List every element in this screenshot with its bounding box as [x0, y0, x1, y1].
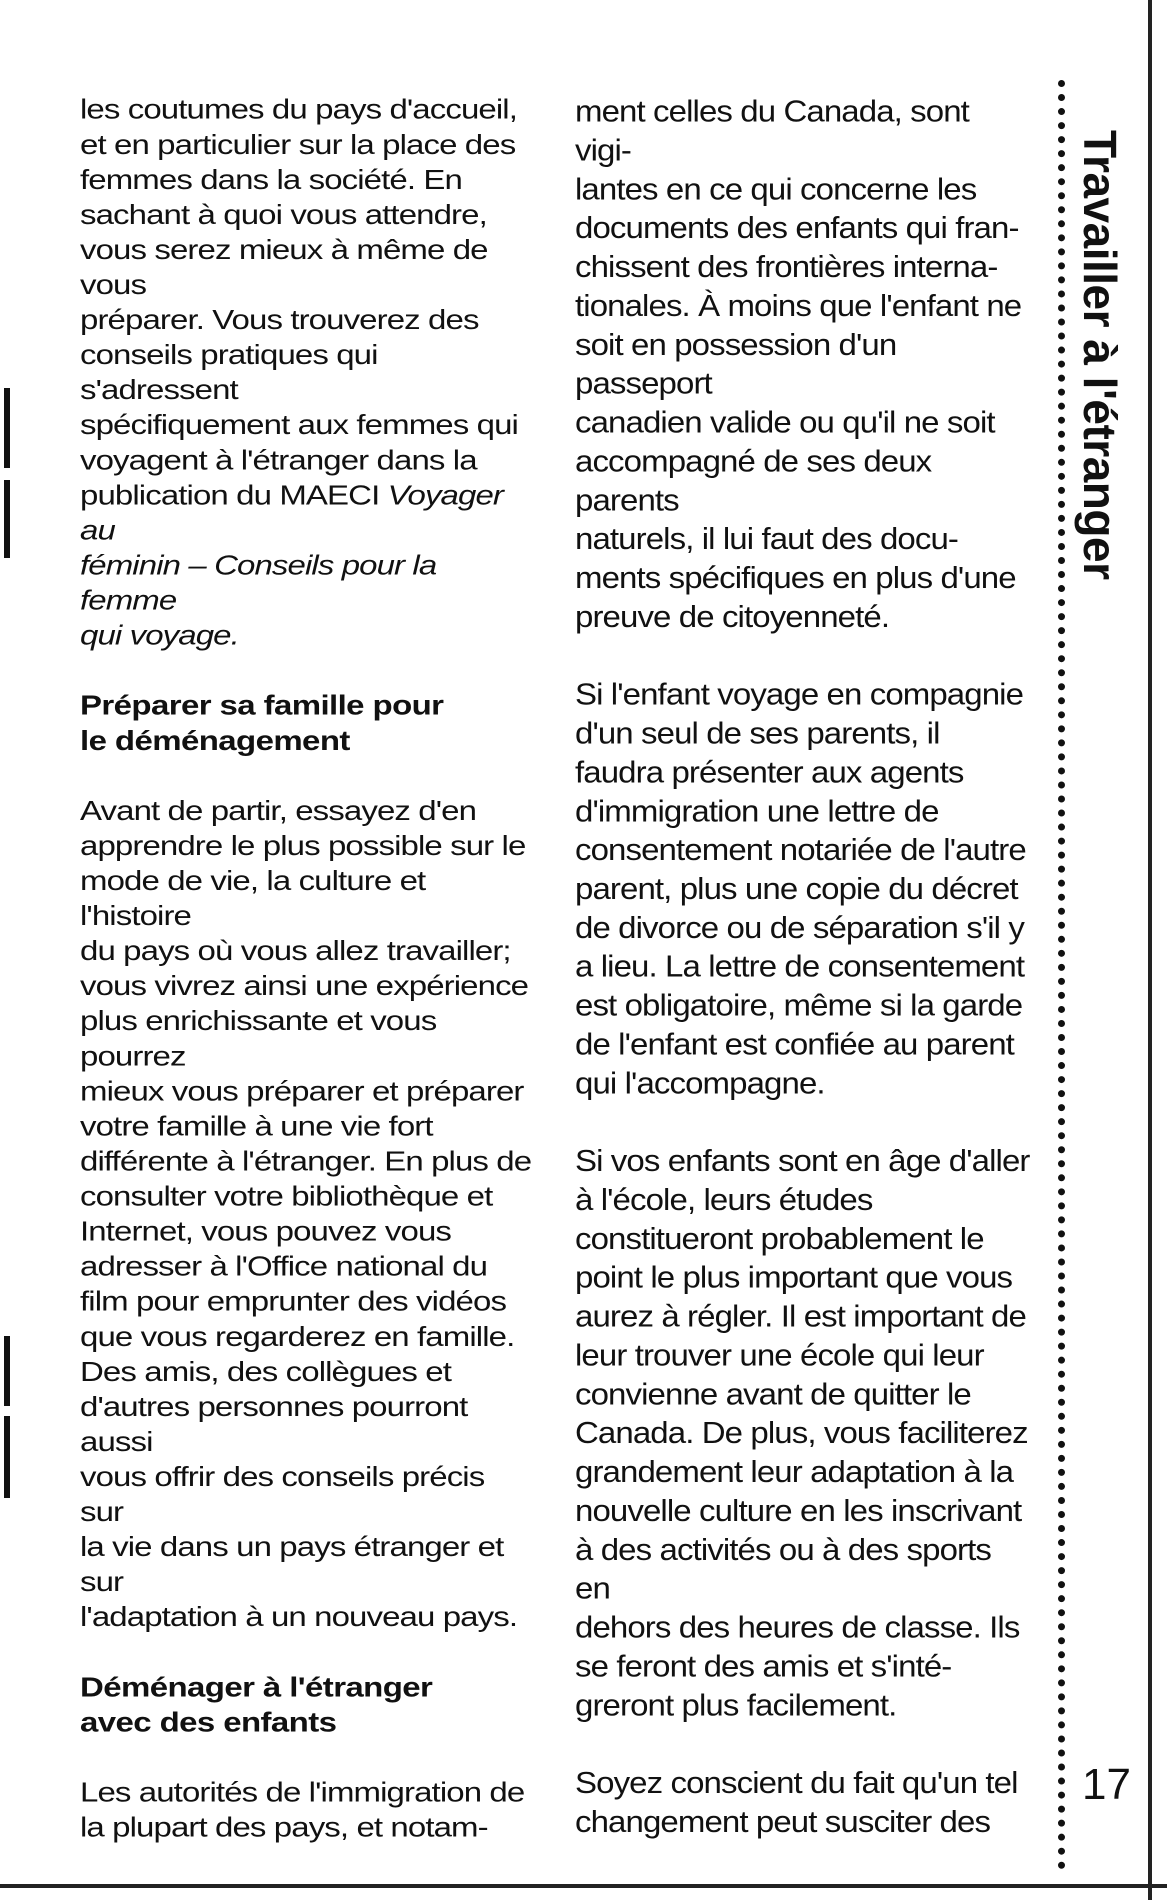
paragraph-customs [80, 92, 535, 653]
left-column [80, 92, 535, 1880]
right-column [575, 92, 1030, 1880]
dotted-divider [1058, 80, 1065, 1870]
paragraph-school-age: Si vos enfants sont en âge d'aller à l'école, leurs études constitueront probablement le point le plus important que vous aurez à régler. Il est important de leur trouver une école qui leur convienne avant de quitter le Canada. De plus, vous faciliterez grandement leur adaptation à la nouvelle culture en les inscrivant à des activités ou à des sports en dehors des heures de classe. Ils se feront des amis et s'inté- greront plus facilement. [575, 1143, 1030, 1722]
heading-moving-with-children: Déménager à l'étranger avec des enfants [80, 1671, 433, 1738]
paragraph-canada-documents: ment celles du Canada, sont vigi- lantes en ce qui concerne les documents des enfants qui fran- chissent des frontières interna- tionales. À moins que l'enfant ne soit en possession d'un passeport canadien valide ou qu'il ne soit accompagné de ses deux parents naturels, il lui faut des docu- ments spécifiques en plus d'une preuve de citoyenneté. [575, 93, 1022, 634]
page-number: 17 [1082, 1760, 1131, 1809]
section-title: Travailler à l'étranger [1074, 130, 1126, 580]
paragraph-be-aware: Soyez conscient du fait qu'un tel changement peut susciter des [575, 1765, 1018, 1839]
page-edge-right [1148, 0, 1152, 1900]
paragraph-customs-text: les coutumes du pays d'accueil, et en particulier sur la place des femmes dans la société. En sachant à quoi vous attendre, vous serez mieux à même de vous préparer. Vous trouverez des conseils pratiques qui s'adressent spécifiquement aux femmes qui voyagent à l'étranger dans la publication du MAECI [80, 93, 518, 511]
scan-mark [4, 480, 10, 558]
paragraph-immigration-authorities: Les autorités de l'immigration de la plupart des pays, et notam- [80, 1776, 525, 1843]
paragraph-before-leaving: Avant de partir, essayez d'en apprendre le plus possible sur le mode de vie, la culture et l'histoire du pays où vous allez travailler; vous vivrez ainsi une expérience plus enrichissante et vous pourrez mieux vous préparer et préparer votre famille à une vie fort différente à l'étranger. En plus de consulter votre bibliothèque et Internet, vous pouvez vous adresser à l'Office national du film pour emprunter des vidéos que vous regarderez en famille. Des amis, des collègues et d'autres personnes pourront aussi vous offrir des conseils précis sur la vie dans un pays étranger et sur l'adaptation à un nouveau pays. [80, 794, 532, 1633]
scan-mark [4, 1336, 10, 1406]
page-edge-bottom [0, 1884, 1167, 1888]
heading-prepare-family: Préparer sa famille pour le déménagement [80, 689, 444, 756]
publication-title: Voyager au féminin – Conseils pour la femme qui voyage. [80, 479, 503, 651]
scan-mark [4, 388, 10, 468]
paragraph-single-parent: Si l'enfant voyage en compagnie d'un seul de ses parents, il faudra présenter aux agents d'immigration une lettre de consentement notariée de l'autre parent, plus une copie du décret de divorce ou de séparation s'il y a lieu. La lettre de consentement est obligatoire, même si la garde de l'enfant est confiée au parent qui l'accompagne. [575, 676, 1026, 1100]
scan-mark [4, 1416, 10, 1498]
